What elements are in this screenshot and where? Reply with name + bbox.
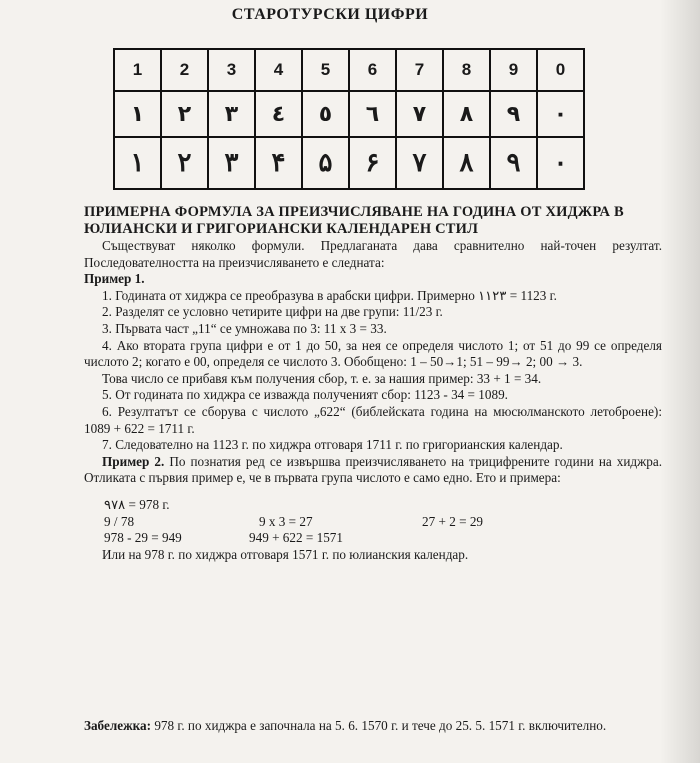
table-cell: ٨ xyxy=(443,137,490,189)
table-cell: ١ xyxy=(114,137,161,189)
intro-paragraph: Съществуват няколко формули. Предлаганата дава сравнително най-точен резултат. Последователността на преизчисляването е следната: xyxy=(84,238,662,270)
section-heading: ПРИМЕРНА ФОРМУЛА ЗА ПРЕИЗЧИСЛЯВАНЕ НА ГОДИНА ОТ ХИДЖРА В ЮЛИАНСКИ И ГРИГОРИАНСКИ КАЛЕНДАРЕН СТИЛ xyxy=(84,204,624,237)
example-2-paragraph xyxy=(84,454,662,487)
table-cell: ٢ xyxy=(161,137,208,189)
table-cell: ٥ xyxy=(302,91,349,137)
table-row xyxy=(114,137,584,189)
page-title: СТАРОТУРСКИ ЦИФРИ xyxy=(231,6,429,23)
step-paragraph: Това число се прибавя към получения сбор, т. е. за нашия пример: 33 + 1 = 34. xyxy=(102,370,542,386)
numerals-table xyxy=(113,48,585,190)
table-cell: 6 xyxy=(349,49,396,91)
table-cell: ٩ xyxy=(490,91,537,137)
example-2-text: По познатия ред се извършва преизчисляването на трицифрените години на хиджра. Отликата с първия пример е, че в първата група числото е само едно. Ето и примера: xyxy=(84,453,662,486)
table-cell: ٧ xyxy=(396,91,443,137)
table-cell: ۵ xyxy=(302,137,349,189)
table-cell: ٣ xyxy=(208,91,255,137)
calc-line: Или на 978 г. по хиджра отговаря 1571 г. по юлианския календар. xyxy=(102,546,469,562)
table-cell: 9 xyxy=(490,49,537,91)
calc-line: 949 + 622 = 1571 xyxy=(249,530,343,546)
table-cell: 5 xyxy=(302,49,349,91)
table-cell: ٩ xyxy=(490,137,537,189)
step-paragraph: 2. Разделят се условно четирите цифри на две групи: 11/23 г. xyxy=(102,304,443,320)
calc-line: ٩٧٨ = 978 г. xyxy=(104,496,170,512)
step-paragraph: 5. От годината по хиджра се изважда полученият сбор: 1123 - 34 = 1089. xyxy=(102,387,508,403)
table-cell: 7 xyxy=(396,49,443,91)
calc-line: 978 - 29 = 949 xyxy=(104,530,182,546)
example-1-label: Пример 1. xyxy=(84,271,145,287)
table-cell: ٤ xyxy=(255,91,302,137)
calc-row xyxy=(84,530,662,547)
note-paragraph xyxy=(84,718,662,735)
table-cell: ٠ xyxy=(537,137,584,189)
table-cell: ١ xyxy=(114,91,161,137)
calc-row xyxy=(84,497,662,514)
example-2-label: Пример 2. xyxy=(102,453,165,469)
step-paragraph: 1. Годината от хиджра се преобразува в арабски цифри. Примерно ١١٢٣ = 1123 г. xyxy=(102,287,557,303)
table-cell: ۶ xyxy=(349,137,396,189)
step-paragraph: 7. Следователно на 1123 г. по хиджра отговаря 1711 г. по григорианския календар. xyxy=(102,437,563,453)
table-cell: 2 xyxy=(161,49,208,91)
table-cell: ٣ xyxy=(208,137,255,189)
table-cell: 8 xyxy=(443,49,490,91)
step-paragraph: 4. Ако втората група цифри е от 1 до 50, за нея се определя числото 1; от 51 до 99 се определя числото 2; когато е 00, определя се числото 3. Обобщено: 1 – 50→1; 51 – 99→ 2; 00 → 3. xyxy=(84,337,662,370)
step-paragraph: 6. Резултатът се сборува с числото „622“ (библейската година на мюсюлманското летоброене): 1089 + 622 = 1711 г. xyxy=(84,403,662,436)
calc-line: 9 x 3 = 27 xyxy=(259,513,313,529)
calculation-block xyxy=(84,497,662,563)
table-cell: ٠ xyxy=(537,91,584,137)
body-text xyxy=(84,238,662,563)
calc-line: 9 / 78 xyxy=(104,513,135,529)
table-cell: ۴ xyxy=(255,137,302,189)
table-cell: ٦ xyxy=(349,91,396,137)
step-paragraph: 3. Първата част „11“ се умножава по 3: 11 x 3 = 33. xyxy=(102,320,387,336)
table-row xyxy=(114,91,584,137)
table-cell: ٢ xyxy=(161,91,208,137)
note-label: Забележка: xyxy=(84,718,152,733)
table-cell: 0 xyxy=(537,49,584,91)
calc-row xyxy=(84,514,662,531)
table-cell: ٧ xyxy=(396,137,443,189)
page-edge xyxy=(660,0,700,763)
note-text: 978 г. по хиджра е започнала на 5. 6. 1570 г. и тече до 25. 5. 1571 г. включително. xyxy=(154,718,607,733)
table-cell: 4 xyxy=(255,49,302,91)
calc-line: 27 + 2 = 29 xyxy=(422,513,484,529)
table-cell: ٨ xyxy=(443,91,490,137)
calc-row xyxy=(84,547,662,564)
table-row xyxy=(114,49,584,91)
table-cell: 1 xyxy=(114,49,161,91)
table-cell: 3 xyxy=(208,49,255,91)
